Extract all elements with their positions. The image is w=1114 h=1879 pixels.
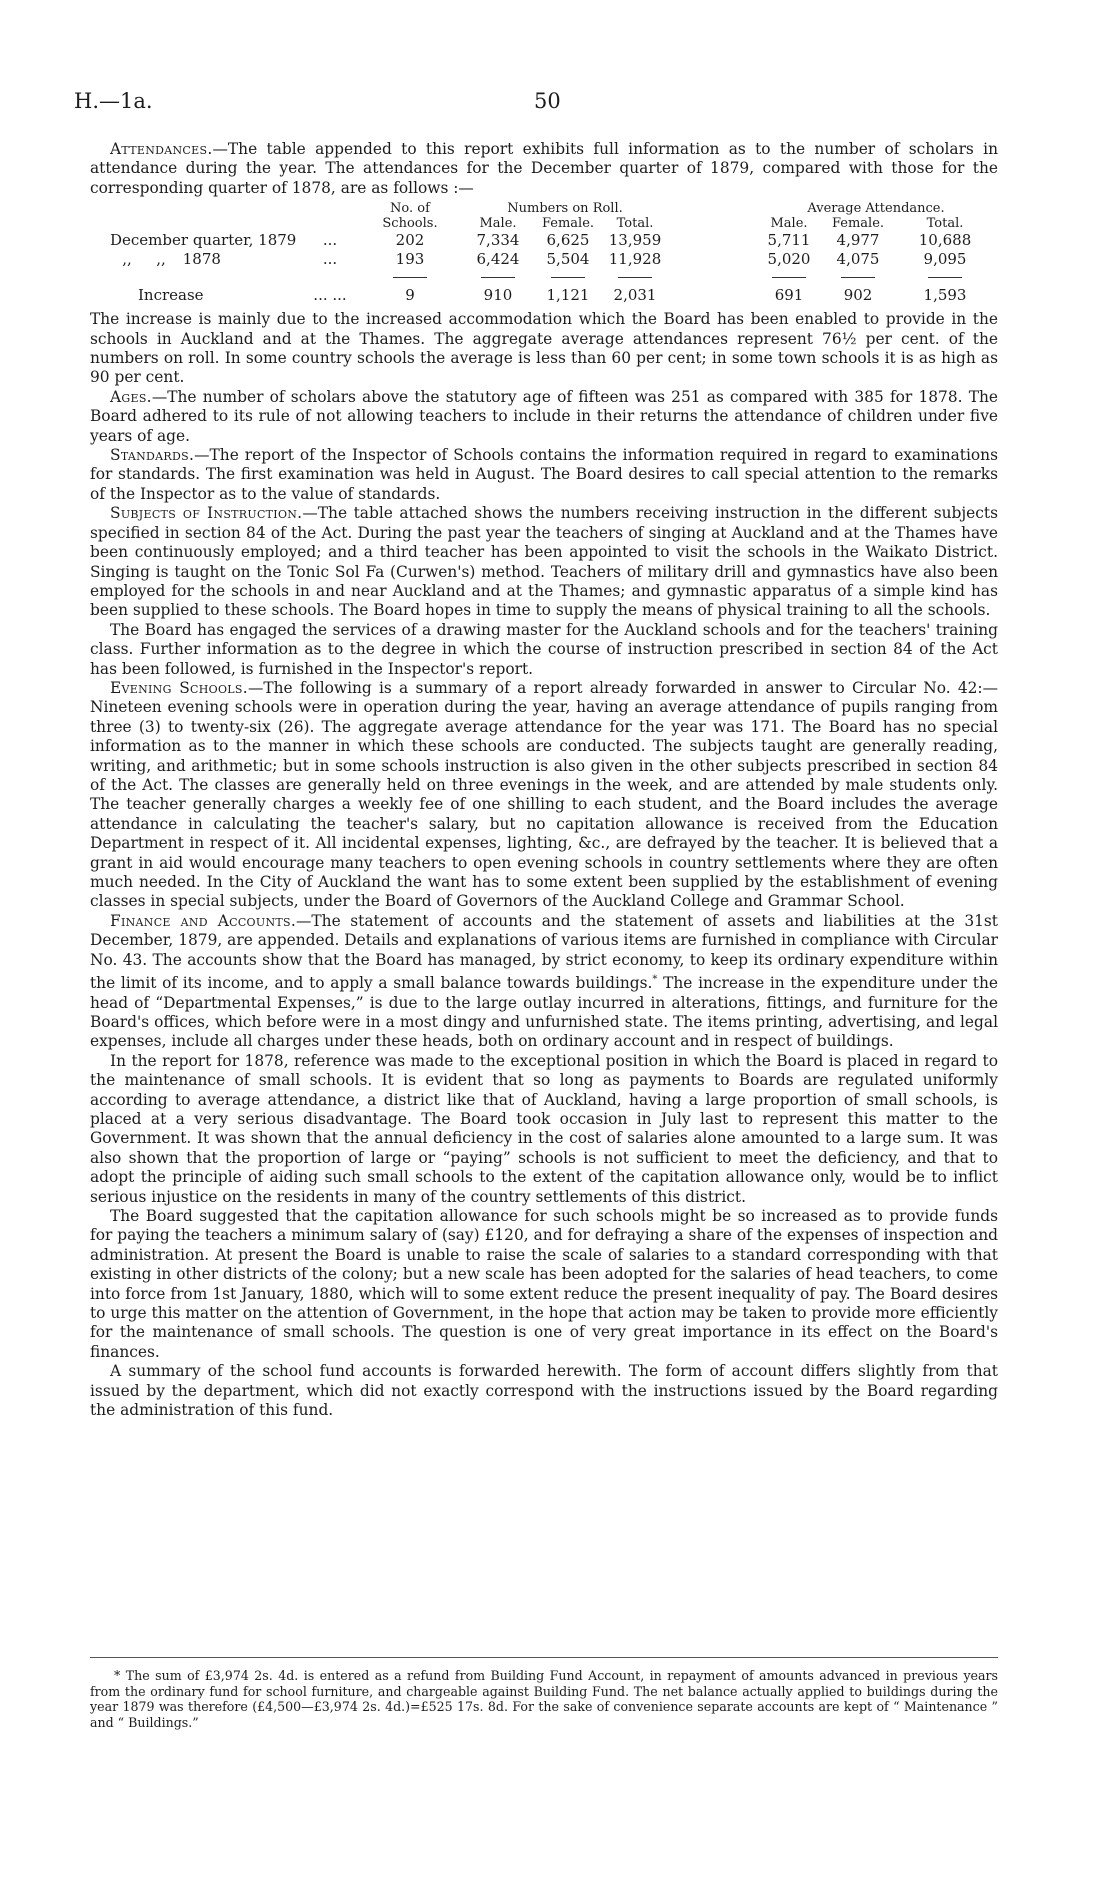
col-header-no-of: No. of (390, 201, 430, 217)
table-row (90, 231, 998, 250)
col-header-avg-male: Male. (770, 216, 808, 232)
sum-rule (460, 269, 536, 278)
sum-rule (536, 269, 600, 278)
attendances-text: —The table appended to this report exhibits full information as to the number of scholars in attendance during the year. The attendances for the December quarter of 1879, compared with those for the corresponding quarter of 1878, are as follows :— (90, 140, 998, 197)
footnote-marker: * (652, 974, 658, 986)
page-header (74, 89, 594, 119)
document-reference: H.—1a. (74, 89, 153, 113)
school-fund-paragraph: A summary of the school fund accounts is forwarded herewith. The form of account differs slightly from that issued by the department, which did not exactly correspond with the instructions issued by the Board regarding the administration of this fund. (90, 1362, 998, 1420)
row-label: ,, ,, 1878 (122, 250, 221, 269)
sum-rule (754, 269, 824, 278)
sum-rule (892, 269, 998, 278)
footnote-divider (90, 1657, 998, 1658)
drawing-master-paragraph: The Board has engaged the services of a drawing master for the Auckland schools and for the teachers' training class. Further information as to the degree in which the course of instruction prescribed in section 84 of the Act has been followed, is furnished in the Inspector's report. (90, 620, 998, 678)
col-header-avg-female: Female. (831, 216, 885, 232)
attendances-summary-paragraph: The increase is mainly due to the increased accommodation which the Board has been enabled to provide in the schools in Auckland and at the Thames. The aggregate average attendances represent 76½ per cent. of the numbers on roll. In some country schools the average is less than 60 per cent; in some town schools it is as high as 90 per cent. (90, 310, 998, 387)
cell-roll-female: 1,121 (546, 286, 590, 305)
sum-rule (600, 269, 670, 278)
subjects-paragraph (90, 504, 998, 620)
attendances-paragraph (90, 140, 998, 198)
cell-avg-male: 691 (774, 286, 804, 305)
cell-roll-male: 6,424 (476, 250, 520, 269)
ages-text: —The number of scholars above the statutory age of fifteen was 251 as compared with 385 for 1878. The Board adhered to its rule of not allowing teachers to include in their returns the attendance of children under five years of age. (90, 387, 998, 445)
cell-roll-female: 6,625 (546, 231, 590, 250)
row-label: Increase (138, 286, 204, 305)
col-header-schools: Schools. (382, 216, 438, 232)
table-row (90, 250, 998, 269)
cell-avg-female: 4,075 (836, 250, 880, 269)
small-schools-paragraph: In the report for 1878, reference was made to the exceptional position in which the Board is placed in regard to the maintenance of small schools. It is evident that so long as payments to Boards are regulated uniformly according to average attendance, a district like that of Auckland, having a large proportion of small schools, is placed at a very serious disadvantage. The Board took occasion in July last to represent this matter to the Government. It was shown that the annual deficiency in the cost of salaries alone amounted to a large sum. It was also shown that the proportion of large or “paying” schools is not sufficient to meet the deficiency, and that to adopt the principle of aiding such small schools to the extent of the capitation allowance only, would be to inflict serious injustice on the residents in many of the country settlements of this district. (90, 1051, 998, 1206)
table-header-row (90, 201, 998, 216)
subjects-heading: Subjects of Instruction. (110, 504, 303, 523)
col-group-roll: Numbers on Roll. (507, 201, 623, 217)
finance-text: —The statement of accounts and the statement of assets and liabilities at the 31st December, 1879, are appended. Details and explanations of various items are furnished in compliance with Circular No. 43. The accounts show that the Board has managed, by strict economy, to keep its ordinary expenditure within the limit of its income, and to apply a small balance towards buildings. (90, 911, 998, 993)
row-dots: ... (322, 231, 338, 250)
cell-avg-total: 10,688 (918, 231, 972, 250)
cell-avg-female: 902 (843, 286, 873, 305)
cell-schools: 202 (395, 231, 425, 250)
cell-roll-total: 11,928 (608, 250, 662, 269)
cell-roll-female: 5,504 (546, 250, 590, 269)
sum-rule (824, 269, 892, 278)
ages-heading: Ages. (110, 387, 152, 406)
standards-paragraph (90, 446, 998, 504)
cell-avg-total: 9,095 (923, 250, 967, 269)
standards-text: —The report of the Inspector of Schools contains the information required in regard to examinations for standards. The first examination was held in August. The Board desires to call special attention to the remarks of the Inspector as to the value of standards. (90, 446, 998, 503)
col-group-average: Average Attendance. (807, 201, 945, 217)
subjects-text: —The table attached shows the numbers receiving instruction in the different subjects specified in section 84 of the Act. During the past year the teachers of singing at Auckland and at the Thames have been continuously employed; and a third teacher has been appointed to visit the schools in the Waikato District. Singing is taught on the Tonic Sol Fa (Curwen's) method. Teachers of military drill and gymnastics have also been employed for the schools in and near Auckland and at the Thames; and gymnastic apparatus of a simple kind has been supplied to these schools. The Board hopes in time to supply the means of physical training to all the schools. (90, 504, 998, 620)
footnote: * The sum of £3,974 2s. 4d. is entered as a refund from Building Fund Account, in repayment of amounts advanced in previous years from the ordinary fund for school furniture, and chargeable against Building Fund. The net balance actually applied to buildings during the year 1879 was therefore (£4,500—£3,974 2s. 4d.)=£525 17s. 8d. For the sake of convenience separate accounts are kept of “ Maintenance ” and “ Buildings.” (90, 1668, 998, 1730)
evening-schools-heading: Evening Schools. (110, 678, 248, 697)
finance-text-continued: The increase in the expenditure under the head of “Departmental Expenses,” is due to the large outlay incurred in alterations, fittings, and furniture for the Board's offices, which before were in a most dingy and unfurnished state. The items printing, advertising, and legal expenses, include all charges under these heads, both on ordinary account and in respect of buildings. (90, 974, 998, 1051)
cell-roll-male: 910 (483, 286, 513, 305)
cell-schools: 193 (395, 250, 425, 269)
page-number: 50 (534, 89, 561, 113)
sum-rule (360, 269, 460, 278)
capitation-paragraph: The Board suggested that the capitation allowance for such schools might be so increased as to provide funds for paying the teachers a minimum salary of (say) £120, and for defraying a share of the expenses of inspection and administration. At present the Board is unable to raise the scale of salaries to a standard corresponding with that existing in other districts of the colony; but a new scale has been adopted for the salaries of head teachers, to come into force from 1st January, 1880, which will to some extent reduce the present inequality of pay. The Board desires to urge this matter on the attention of Government, in the hope that action may be taken to provide more efficiently for the maintenance of small schools. The question is one of very great importance in its effect on the Board's finances. (90, 1207, 998, 1361)
report-body (90, 140, 998, 1421)
cell-avg-total: 1,593 (923, 286, 967, 305)
cell-avg-male: 5,020 (767, 250, 811, 269)
cell-schools: 9 (405, 286, 415, 305)
cell-roll-total: 13,959 (608, 231, 662, 250)
standards-heading: Standards. (110, 446, 195, 465)
attendances-heading: Attendances. (110, 140, 213, 158)
table-subheader-row (90, 216, 998, 231)
col-header-roll-total: Total. (616, 216, 654, 232)
cell-avg-female: 4,977 (836, 231, 880, 250)
attendance-table (90, 201, 998, 306)
table-rule-row (90, 269, 998, 278)
finance-paragraph (90, 912, 998, 1052)
row-dots: ... ... (313, 286, 347, 305)
cell-avg-male: 5,711 (767, 231, 811, 250)
table-row-increase (90, 278, 998, 306)
col-header-avg-total: Total. (926, 216, 964, 232)
col-header-roll-male: Male. (479, 216, 517, 232)
ages-paragraph (90, 388, 998, 446)
row-dots: ... (322, 250, 338, 269)
cell-roll-total: 2,031 (613, 286, 657, 305)
row-label: December quarter, 1879 (110, 231, 297, 250)
evening-schools-paragraph (90, 679, 998, 912)
finance-heading: Finance and Accounts. (110, 911, 297, 930)
evening-schools-text: —The following is a summary of a report already forwarded in answer to Circular No. 42:—Nineteen evening schools were in operation during the year, having an average attendance of pupils ranging from three (3) to twenty-six (26). The aggregate average attendance for the year was 171. The Board has no special information as to the manner in which these schools are conducted. The subjects taught are generally reading, writing, and arithmetic; but in some schools instruction is also given in the other subjects prescribed in section 84 of the Act. The classes are generally held on three evenings in the week, and are attended by male students only. The teacher generally charges a weekly fee of one shilling to each student, and the Board includes the average attendance in calculating the teacher's salary, but no capitation allowance is received from the Education Department in respect of it. All incidental expenses, lighting, &c., are defrayed by the teacher. It is believed that a grant in aid would encourage many teachers to open evening schools in country settlements where they are often much needed. In the City of Auckland the want has to some extent been supplied by the establishment of evening classes in special subjects, under the Board of Governors of the Auckland College and Grammar School. (90, 678, 998, 911)
col-header-roll-female: Female. (541, 216, 595, 232)
cell-roll-male: 7,334 (476, 231, 520, 250)
